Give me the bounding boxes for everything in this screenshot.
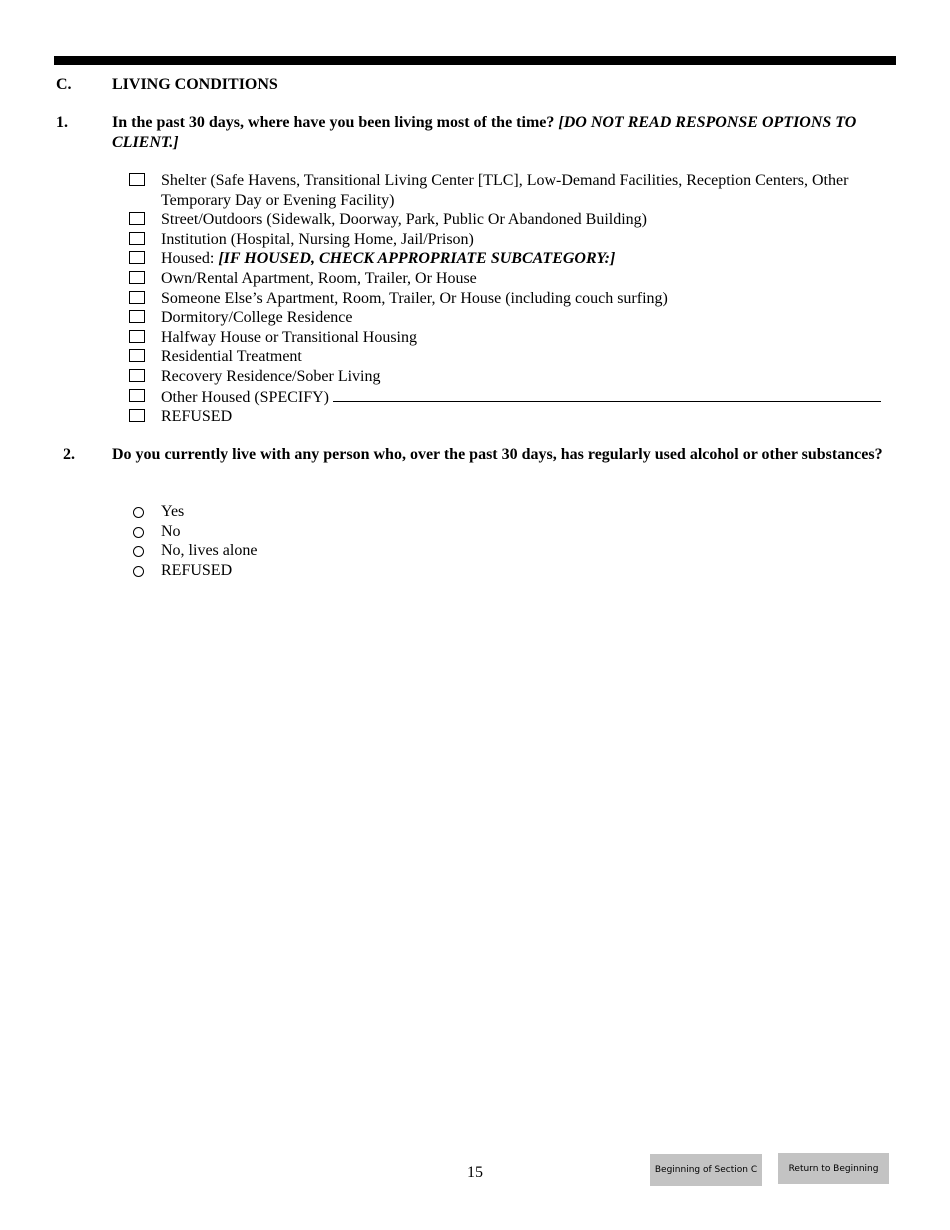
checkbox-shelter[interactable] xyxy=(129,173,145,186)
list-item xyxy=(128,328,893,348)
question-instruction: [DO NOT READ RESPONSE OPTIONS TO CLIENT.] xyxy=(112,114,857,151)
checkbox-own-rental[interactable] xyxy=(129,271,145,284)
list-item xyxy=(128,210,893,230)
list-item xyxy=(128,367,893,387)
option-label: Yes xyxy=(161,503,185,520)
question-2 xyxy=(56,445,896,465)
top-rule xyxy=(54,56,896,65)
list-item xyxy=(128,387,893,408)
list-item xyxy=(128,230,893,250)
q2-options xyxy=(128,502,893,580)
list-item xyxy=(128,407,893,427)
checkbox-refused[interactable] xyxy=(129,409,145,422)
question-1 xyxy=(56,113,896,153)
section-title: LIVING CONDITIONS xyxy=(112,76,278,93)
checkbox-residential-treatment[interactable] xyxy=(129,349,145,362)
option-label: REFUSED xyxy=(161,561,233,579)
list-item xyxy=(128,289,893,309)
radio-refused[interactable] xyxy=(133,566,144,577)
option-label: Shelter (Safe Havens, Transitional Living Center [TLC], Low-Demand Facilities, Reception Centers, Other Temporary Day or Evening Facility) xyxy=(161,172,849,209)
checkbox-institution[interactable] xyxy=(129,232,145,245)
checkbox-someone-elses[interactable] xyxy=(129,291,145,304)
beginning-of-section-button[interactable]: Beginning of Section C xyxy=(650,1154,762,1186)
option-label: Residential Treatment xyxy=(161,348,302,366)
question-number: 1. xyxy=(56,114,68,131)
option-label: Street/Outdoors (Sidewalk, Doorway, Park, Public Or Abandoned Building) xyxy=(161,211,648,229)
list-item xyxy=(128,269,893,289)
checkbox-recovery-residence[interactable] xyxy=(129,369,145,382)
option-instruction: [IF HOUSED, CHECK APPROPRIATE SUBCATEGORY:] xyxy=(218,250,616,268)
checkbox-other-housed[interactable] xyxy=(129,389,145,402)
section-letter: C. xyxy=(56,76,72,93)
option-label: REFUSED xyxy=(161,408,233,426)
radio-no[interactable] xyxy=(133,527,144,538)
checkbox-dormitory[interactable] xyxy=(129,310,145,323)
checkbox-street-outdoors[interactable] xyxy=(129,212,145,225)
checkbox-halfway-house[interactable] xyxy=(129,330,145,343)
question-text: Do you currently live with any person who, over the past 30 days, has regularly used alcohol or other substances? xyxy=(112,446,883,463)
option-label: Housed: xyxy=(161,250,215,268)
option-label: Own/Rental Apartment, Room, Trailer, Or House xyxy=(161,269,477,287)
option-label: Halfway House or Transitional Housing xyxy=(161,328,417,346)
option-label: Other Housed (SPECIFY) xyxy=(161,388,329,406)
option-label: Recovery Residence/Sober Living xyxy=(161,367,381,385)
list-item xyxy=(128,308,893,328)
checkbox-housed[interactable] xyxy=(129,251,145,264)
page-number: 15 xyxy=(467,1164,483,1181)
list-item xyxy=(128,347,893,367)
list-item xyxy=(128,522,893,542)
option-label: Dormitory/College Residence xyxy=(161,309,353,327)
specify-input-line[interactable] xyxy=(333,387,881,402)
list-item xyxy=(128,171,893,210)
list-item xyxy=(128,541,893,561)
return-to-beginning-button[interactable]: Return to Beginning xyxy=(778,1153,889,1184)
option-label: No, lives alone xyxy=(161,542,258,560)
question-text: In the past 30 days, where have you been living most of the time? xyxy=(112,114,555,131)
question-number: 2. xyxy=(63,446,75,463)
list-item xyxy=(128,249,893,269)
option-label: Someone Else’s Apartment, Room, Trailer, Or House (including couch surfing) xyxy=(161,289,668,307)
radio-no-lives-alone[interactable] xyxy=(133,546,144,557)
option-label: No xyxy=(161,522,181,540)
list-item xyxy=(128,502,893,522)
option-label: Institution (Hospital, Nursing Home, Jail/Prison) xyxy=(161,230,474,248)
list-item xyxy=(128,561,893,581)
radio-yes[interactable] xyxy=(133,507,144,518)
q1-options xyxy=(128,171,893,427)
